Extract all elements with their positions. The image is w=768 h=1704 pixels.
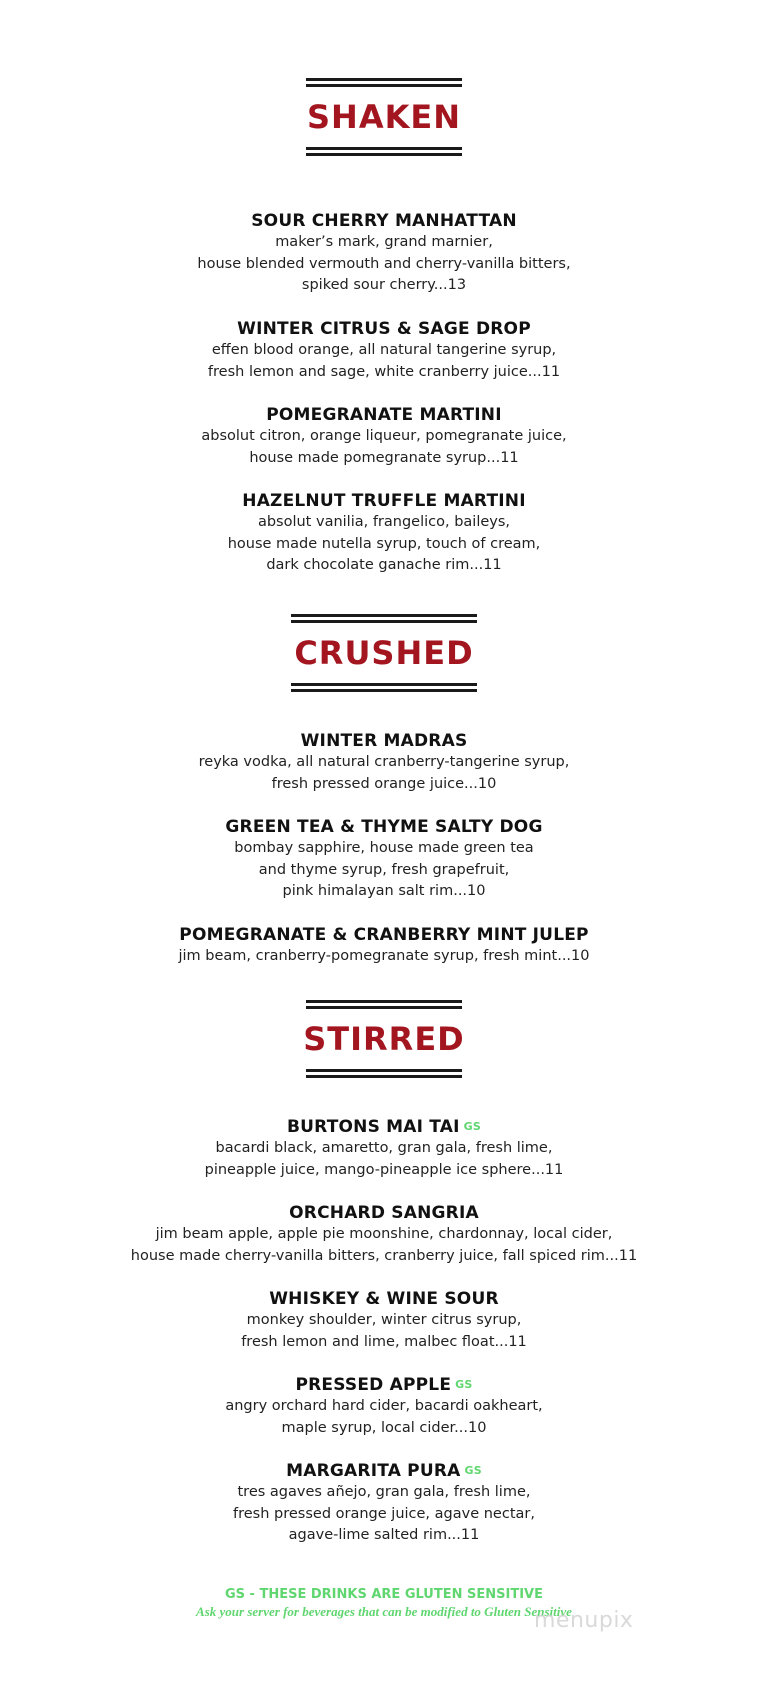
section-header-stirred (0, 1000, 768, 1078)
menu-item (0, 816, 768, 903)
item-name: POMEGRANATE & CRANBERRY MINT JULEP (179, 925, 589, 945)
item-description: tres agaves añejo, gran gala, fresh lime, fresh pressed orange juice, agave nectar, agave-lime salted rim...11 (233, 1484, 535, 1543)
section-header-crushed (0, 614, 768, 692)
menu-item (0, 1374, 768, 1439)
item-name: HAZELNUT TRUFFLE MARTINI (242, 491, 526, 511)
item-name: SOUR CHERRY MANHATTAN (251, 211, 517, 231)
item-description: jim beam, cranberry-pomegranate syrup, fresh mint...10 (178, 948, 590, 964)
item-description: maker’s mark, grand marnier, house blended vermouth and cherry-vanilla bitters, spiked sour cherry...13 (197, 234, 571, 293)
menu-item (0, 1288, 768, 1353)
item-name: POMEGRANATE MARTINI (266, 405, 502, 425)
item-description: reyka vodka, all natural cranberry-tangerine syrup, fresh pressed orange juice...10 (198, 754, 570, 792)
menu-item (0, 210, 768, 297)
menu-item (0, 1116, 768, 1181)
footer-server-note: Ask your server for beverages that can be modified to Gluten Sensitive (196, 1604, 572, 1619)
item-description: effen blood orange, all natural tangerine syrup, fresh lemon and sage, white cranberry juice...11 (207, 342, 561, 380)
section-header-shaken (0, 78, 768, 156)
gs-badge: GS (463, 1120, 481, 1133)
header-rule-top (306, 78, 462, 87)
item-description: bacardi black, amaretto, gran gala, fresh lime, pineapple juice, mango-pineapple ice sphere...11 (204, 1140, 564, 1178)
item-name: WHISKEY & WINE SOUR (269, 1289, 499, 1309)
menu-item (0, 1460, 768, 1547)
item-name: WINTER CITRUS & SAGE DROP (237, 319, 531, 339)
item-description: absolut vanilia, frangelico, baileys, house made nutella syrup, touch of cream, dark chocolate ganache rim...11 (227, 514, 541, 573)
header-rule-bottom (306, 1069, 462, 1078)
header-rule-top (291, 614, 477, 623)
item-name: MARGARITA PURA GS (286, 1461, 482, 1481)
footer-gs-note: GS - THESE DRINKS ARE GLUTEN SENSITIVE (224, 1587, 543, 1602)
menu-item (0, 318, 768, 383)
gs-badge: GS (455, 1378, 473, 1391)
item-description: jim beam apple, apple pie moonshine, chardonnay, local cider, house made cherry-vanilla bitters, cranberry juice, fall spiced rim...11 (130, 1226, 638, 1264)
item-description: angry orchard hard cider, bacardi oakheart, maple syrup, local cider...10 (225, 1398, 543, 1436)
menu-item (0, 1202, 768, 1267)
section-title: SHAKEN (306, 98, 462, 136)
header-rule-bottom (306, 147, 462, 156)
item-name: PRESSED APPLE GS (295, 1375, 473, 1395)
item-name: GREEN TEA & THYME SALTY DOG (225, 817, 543, 837)
item-description: monkey shoulder, winter citrus syrup, fresh lemon and lime, malbec float...11 (241, 1312, 527, 1350)
item-name: BURTONS MAI TAI GS (287, 1117, 481, 1137)
header-rule-bottom (291, 683, 477, 692)
section-title: STIRRED (303, 1020, 465, 1058)
menu-item (0, 924, 768, 968)
menu-item (0, 404, 768, 469)
item-description: absolut citron, orange liqueur, pomegranate juice, house made pomegranate syrup...11 (201, 428, 567, 466)
gluten-sensitive-footer (0, 1586, 768, 1620)
menu-item (0, 730, 768, 795)
section-title: CRUSHED (294, 634, 474, 672)
menupix-watermark: menupix (534, 1608, 634, 1633)
item-description: bombay sapphire, house made green tea and thyme syrup, fresh grapefruit, pink himalayan salt rim...10 (234, 840, 534, 899)
gs-badge: GS (464, 1464, 482, 1477)
header-rule-top (306, 1000, 462, 1009)
menu-item (0, 490, 768, 577)
item-name: ORCHARD SANGRIA (289, 1203, 479, 1223)
item-name: WINTER MADRAS (300, 731, 468, 751)
